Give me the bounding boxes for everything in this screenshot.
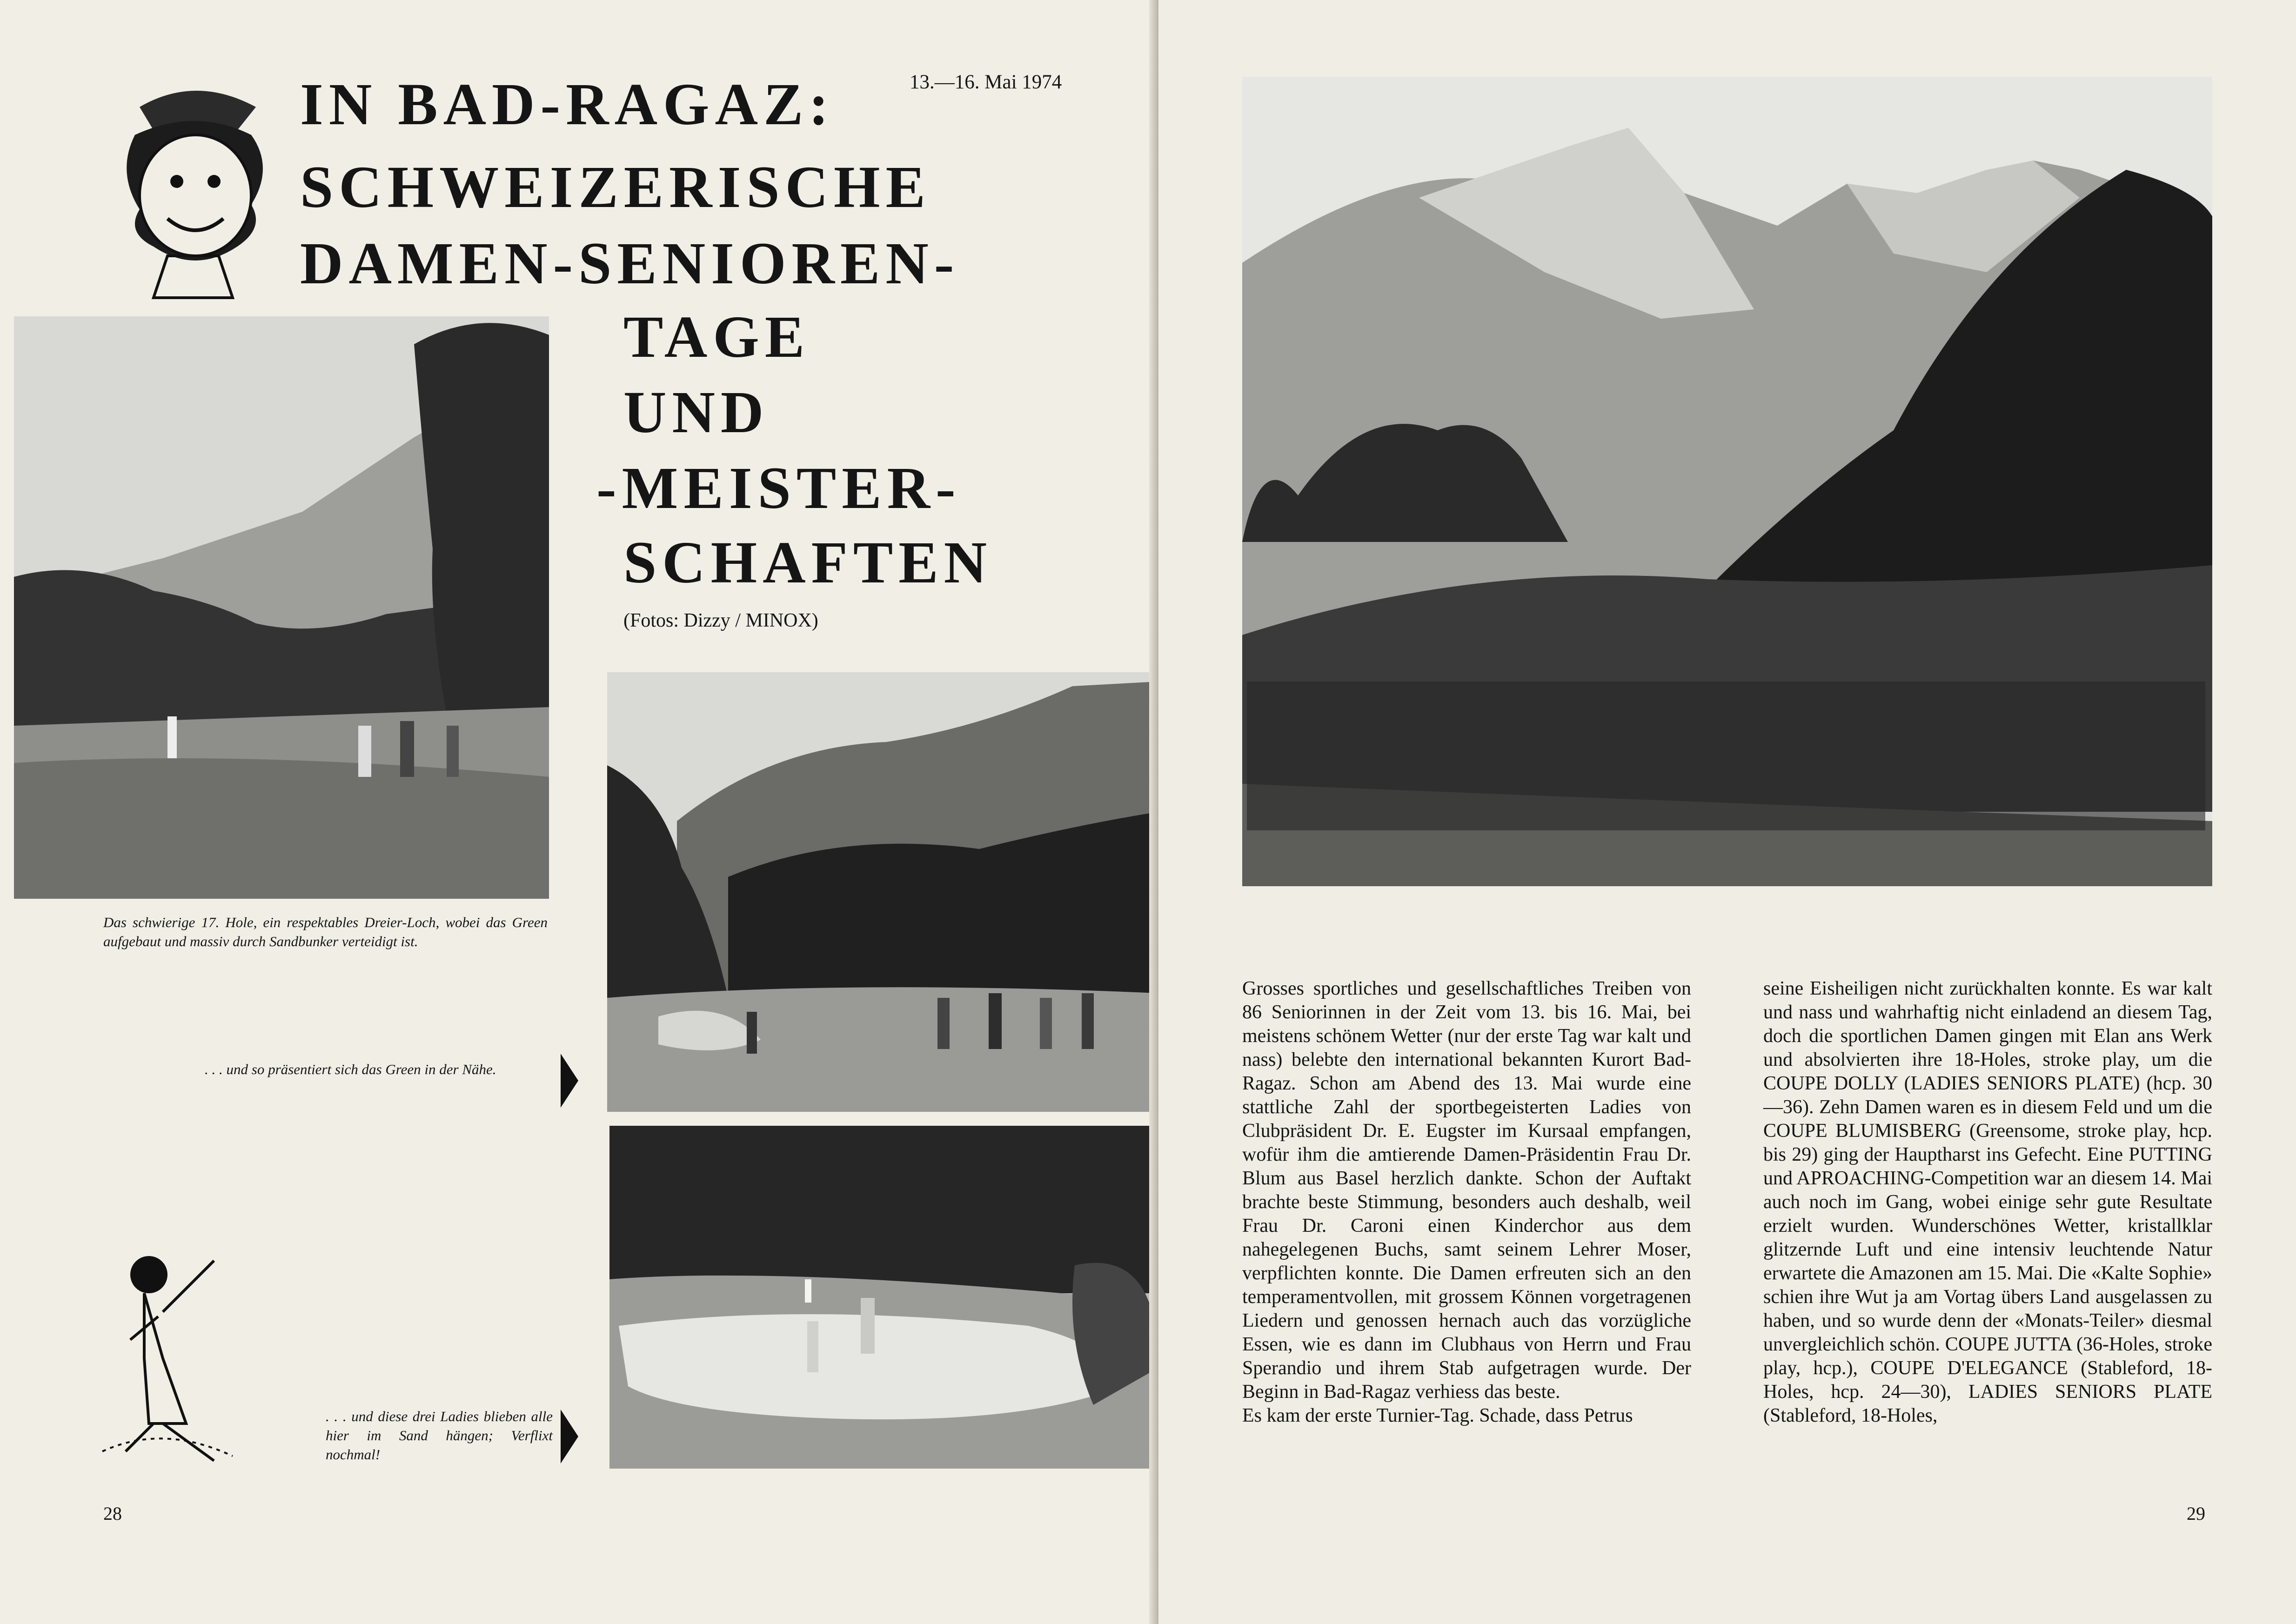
title-line-4: TAGE (623, 304, 810, 370)
photo-bunker (609, 1126, 1158, 1469)
page-number-left: 28 (103, 1503, 122, 1524)
title-line-1: IN BAD-RAGAZ: (300, 71, 834, 137)
photo-17th-hole (14, 316, 549, 899)
title-line-3: DAMEN-SENIOREN- (300, 230, 960, 296)
title-line-6: -MEISTER- (596, 455, 961, 521)
title-block (14, 71, 1047, 316)
photo-credit: (Fotos: Dizzy / MINOX) (623, 610, 818, 631)
title-line-2: SCHWEIZERISCHE (300, 154, 931, 220)
body-paragraph: Grosses sportliches und gesellschaftliches Treiben von 86 Seniorinnen in der Zeit vom 13. bis 16. Mai, bei meistens schönem Wetter (nur der erste Tag war kalt und nass) belebte den international bekannten Kurort Bad-Ragaz. Schon am Abend des 13. Mai wurde eine stattliche Zahl der sportbegeisterten Ladies von Clubpräsident Dr. E. Eugster im Kursaal empfangen, wofür ihm die amtierende Damen-Präsidentin Frau Dr. Blum aus Basel herzlich dankte. Schon der Auftakt brachte beste Stimmung, besonders auch deshalb, weil Frau Dr. Caroni einen Kinderchor aus dem nahegelegenen Buchs, samt seinem Lehrer Moser, verpflichten konnte. Die Damen erfreuten sich an den temperamentvollen, mit grossem Können vorgetragenen Liedern und genossen hernach auch das vorzügliche Essen, wie es dann im Clubhaus von Herrn und Frau Sperandio und ihrem Stab aufgetragen wurde. Der Beginn in Bad-Ragaz verhiess das beste. (1242, 978, 1691, 1403)
photo-group-falknis (1242, 77, 2212, 886)
body-paragraph: seine Eisheiligen nicht zurückhalten konnte. Es war kalt und nass und wahrhaftig nicht einladend an diesem Tag, doch die sportlichen Damen gingen mit Elan ans Werk und absolvierten ihre 18-Holes, stroke play, um die COUPE DOLLY (LADIES SENIORS PLATE) (hcp. 30—36). Zehn Damen waren es in diesem Feld und um die COUPE BLUMISBERG (Greensome, stroke play, hcp. bis 29) ging der Hauptharst ins Gefecht. Eine PUTTING und APROACHING-Competition war an diesem 14. Mai auch noch im Gang, wobei einige sehr gute Resultate erzielt wurden. Wunderschönes Wetter, kristallklar glitzernde Luft und eine intensiv leuchtende Natur erwartete die Amazonen am 15. Mai. Die «Kalte Sophie» schien ihre Wut ja am Vortag übers Land ausgelassen zu haben, und so wurde denn der «Monats-Teiler» diesmal unvergleichlich schön. COUPE JUTTA (36-Holes, stroke play, hcp.), COUPE D'ELEGANCE (Stableford, 18-Holes, hcp. 24—30), LADIES SENIORS PLATE (Stableford, 18-Holes, (1763, 978, 2212, 1426)
caption-bunker: . . . und diese drei Ladies blieben alle hier im Sand hängen; Verflixt nochmal! (326, 1408, 553, 1463)
caption-17th-hole: Das schwierige 17. Hole, ein respektables Dreier-Loch, wobei das Green aufgebaut und massiv durch Sandbunker verteidigt ist. (103, 914, 548, 949)
body-column-2 (1763, 977, 2212, 1428)
flapper-girl-illustration (93, 1247, 270, 1470)
body-column-1 (1242, 977, 1691, 1428)
cartoon-lady-icon (98, 79, 293, 316)
caption-green: . . . und so präsentiert sich das Green in der Nähe. (205, 1061, 496, 1077)
page-number-right: 29 (2187, 1503, 2205, 1524)
right-page (1158, 0, 2296, 1624)
title-line-7: SCHAFTEN (623, 529, 992, 595)
arrow-right-icon (561, 1410, 578, 1464)
body-paragraph: Es kam der erste Turnier-Tag. Schade, dass Petrus (1242, 1405, 1633, 1426)
title-line-5: UND (623, 379, 770, 445)
photo-green (607, 672, 1158, 1112)
event-date: 13.—16. Mai 1974 (910, 71, 1062, 93)
arrow-right-icon (561, 1054, 578, 1108)
